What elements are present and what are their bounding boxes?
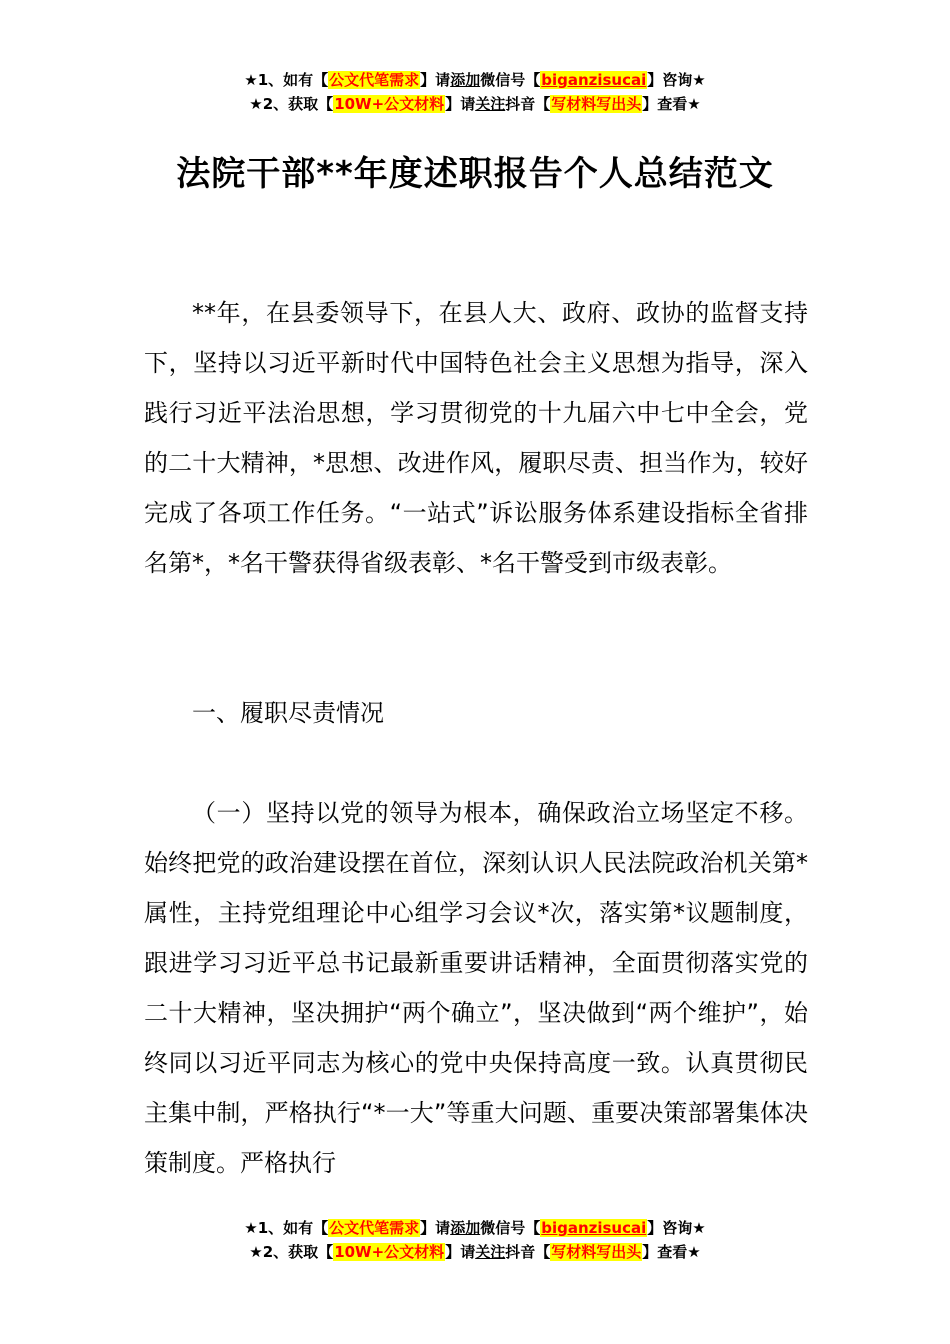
banner-text: 】请 <box>420 71 451 89</box>
banner-text: ★1、如有【 <box>244 1219 329 1237</box>
banner-highlight: 10W+公文材料 <box>334 95 445 113</box>
banner-text: ★2、获取【 <box>249 95 334 113</box>
banner-text: 抖音【 <box>505 1243 551 1261</box>
banner-text: 】请 <box>420 1219 451 1237</box>
banner-highlight: 公文代笔需求 <box>329 1219 420 1237</box>
banner-line-2 <box>0 92 950 116</box>
header-banner <box>0 68 950 116</box>
banner-text: 抖音【 <box>505 95 551 113</box>
banner-text: 】咨询★ <box>647 1219 706 1237</box>
banner-text: ★1、如有【 <box>244 71 329 89</box>
banner-wechat-id: biganzisucai <box>541 1219 647 1237</box>
banner-highlight: 公文代笔需求 <box>329 71 420 89</box>
banner-underlined: 添加 <box>450 1219 481 1237</box>
banner-text: 】请 <box>445 1243 476 1261</box>
banner-line-1 <box>0 1216 950 1240</box>
intro-paragraph: **年，在县委领导下，在县人大、政府、政协的监督支持下，坚持以习近平新时代中国特色社会主义思想为指导，深入践行习近平法治思想，学习贯彻党的十九届六中七中全会，党的二十大精神，*思想、改进作风，履职尽责、担当作为，较好完成了各项工作任务。“一站式”诉讼服务体系建设指标全省排名第*，*名干警获得省级表彰、*名干警受到市级表彰。 <box>144 299 808 577</box>
banner-line-1 <box>0 68 950 92</box>
banner-underlined: 添加 <box>450 71 481 89</box>
banner-underlined: 关注 <box>475 1243 506 1261</box>
body-paragraph: （一）坚持以党的领导为根本，确保政治立场坚定不移。始终把党的政治建设摆在首位，深刻认识人民法院政治机关第*属性，主持党组理论中心组学习会议*次，落实第*议题制度，跟进学习习近平总书记最新重要讲话精神，全面贯彻落实党的二十大精神，坚决拥护“两个确立”，坚决做到“两个维护”，始终同以习近平同志为核心的党中央保持高度一致。认真贯彻民主集中制，严格执行“*一大”等重大问题、重要决策部署集体决策制度。严格执行 <box>144 799 808 1177</box>
banner-text: ★2、获取【 <box>249 1243 334 1261</box>
banner-text: 】咨询★ <box>647 71 706 89</box>
banner-wechat-id: biganzisucai <box>541 71 647 89</box>
banner-text: 】查看★ <box>642 1243 701 1261</box>
banner-underlined: 关注 <box>475 95 506 113</box>
banner-highlight: 写材料写出头 <box>551 1243 642 1261</box>
banner-text: 】查看★ <box>642 95 701 113</box>
document-title: 法院干部**年度述职报告个人总结范文 <box>176 154 774 194</box>
banner-text: 微信号【 <box>480 71 541 89</box>
banner-line-2 <box>0 1240 950 1264</box>
banner-highlight: 写材料写出头 <box>551 95 642 113</box>
banner-text: 微信号【 <box>480 1219 541 1237</box>
footer-banner <box>0 1216 950 1264</box>
section-heading: 一、履职尽责情况 <box>192 699 384 727</box>
banner-highlight: 10W+公文材料 <box>334 1243 445 1261</box>
banner-text: 】请 <box>445 95 476 113</box>
